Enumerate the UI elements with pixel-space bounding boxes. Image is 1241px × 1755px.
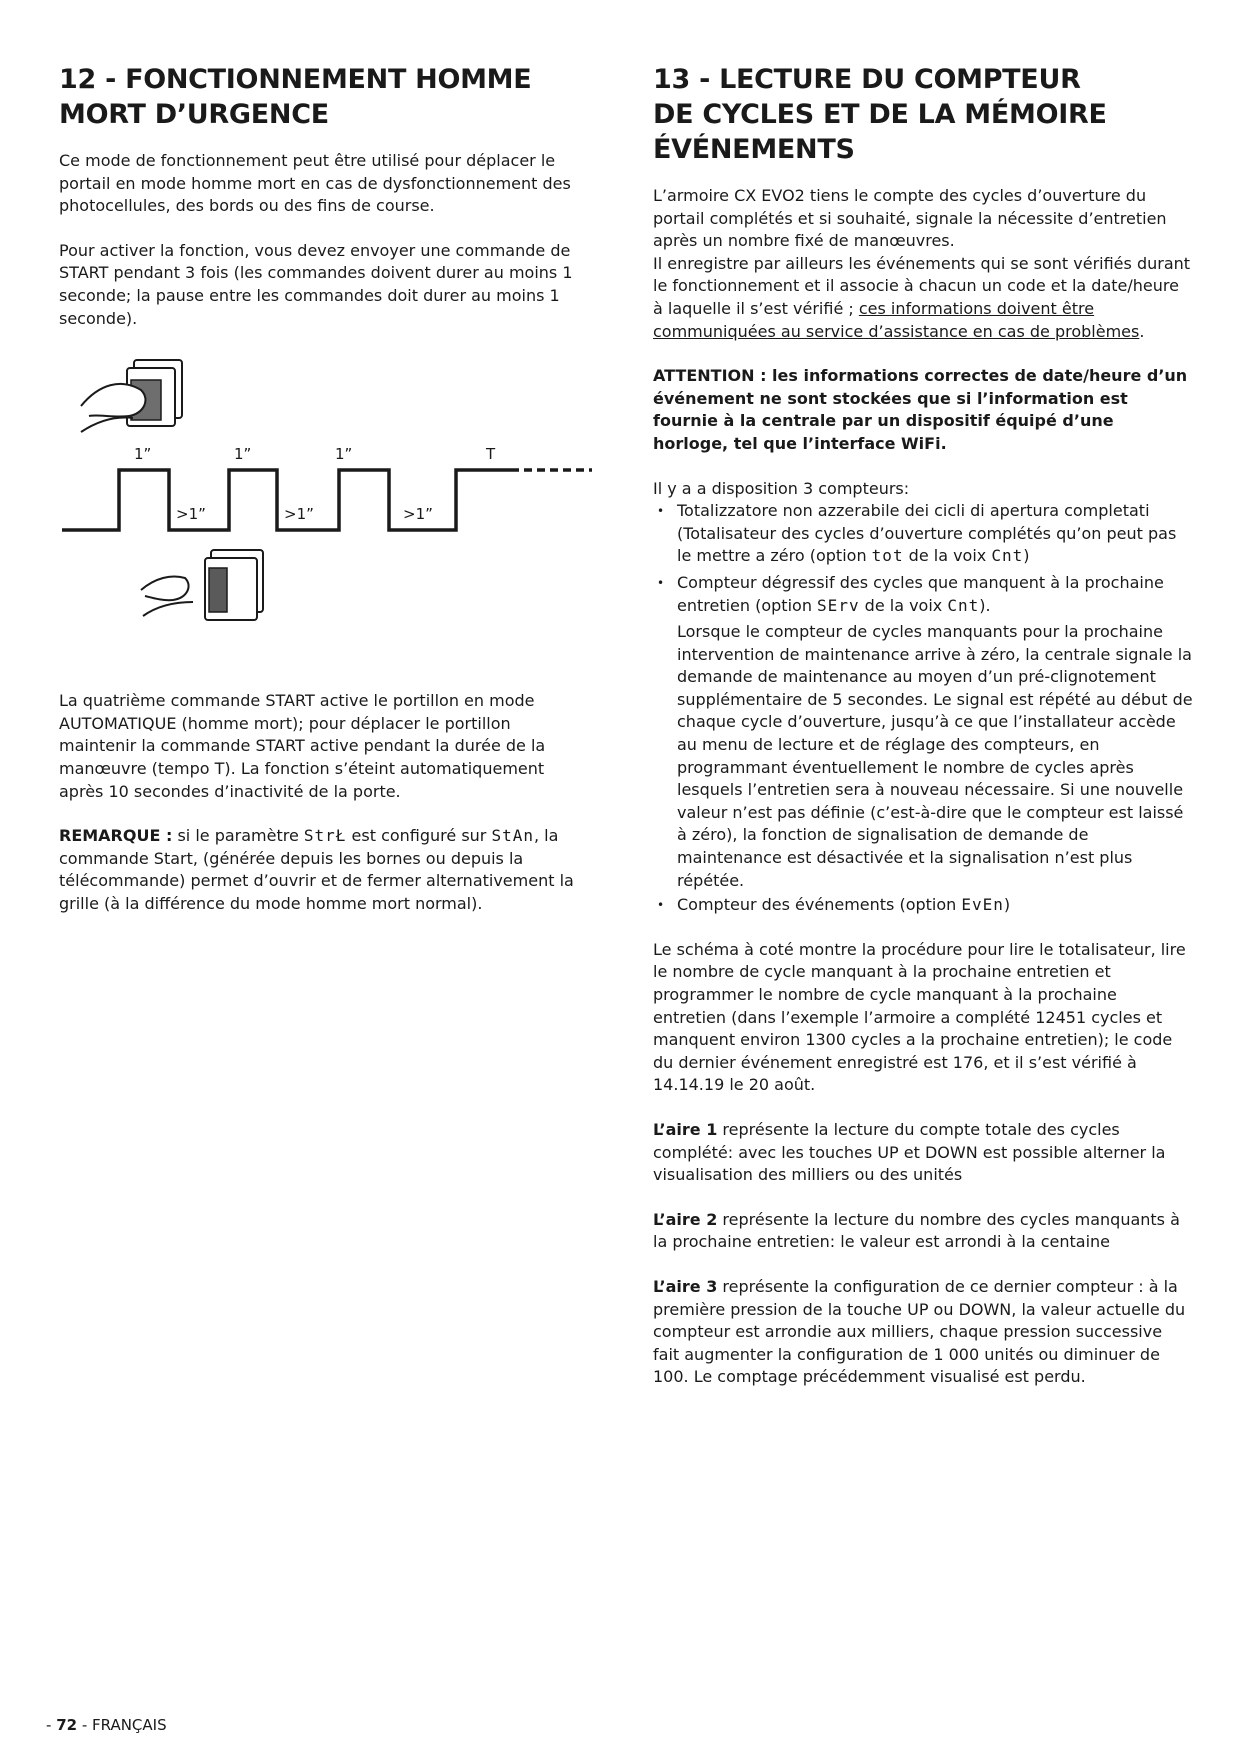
pause-label: >1”	[176, 505, 206, 524]
param-code: StAn	[491, 826, 534, 846]
aire-text: représente la configuration de ce dernier compteur : à la première pression de la touche UP ou DOWN, la valeur actuelle du compteur est arrondie aux milliers, chaque pression successive fait augmenter la configuration de 1 000 unités ou diminuer de 100. Le comptage précédemment visualisé est perdu.	[653, 1276, 1186, 1387]
title-line: MORT D’URGENCE	[59, 99, 329, 130]
item-text: Compteur des événements (option	[677, 895, 962, 915]
item-text: de la voix	[903, 546, 992, 566]
section-13-title	[653, 62, 1193, 167]
item-text: )	[1003, 895, 1011, 915]
aire-text: représente la lecture du compte totale des cycles complété: avec les touches UP et DOWN est possible alterner la visualisation des milliers ou des unités	[653, 1119, 1166, 1185]
list-item	[653, 894, 1193, 917]
page-footer	[46, 1716, 167, 1734]
section-12-title	[59, 62, 592, 132]
title-line: 13 - LECTURE DU COMPTEUR	[653, 64, 1081, 95]
item-text: Totalizzatore non azzerabile dei cicli di apertura completati (Totalisateur des cycles d’ouverture complétés qu’on peut pas le mettre a zéro (option	[677, 501, 1177, 566]
paragraph: Ce mode de fonctionnement peut être utilisé pour déplacer le portail en mode homme mort en cas de dysfonctionnement des photocellules, des bords ou des fins de course.	[59, 151, 571, 216]
remark-text: , la commande Start, (générée depuis les bornes ou depuis la télécommande) permet d’ouvrir et de fermer alternativement la grille (à la différence du mode homme mort normal).	[59, 826, 574, 913]
push-button-pressed-icon	[81, 360, 182, 432]
option-code: SErv	[817, 595, 860, 615]
footer-dash: -	[46, 1716, 57, 1734]
underlined-text: ces informations doivent être communiquées au service d’assistance en cas de problèmes	[653, 298, 1140, 341]
timing-diagram-svg	[59, 354, 592, 654]
param-code: StrŁ	[303, 826, 347, 846]
paragraph-text: Il enregistre par ailleurs les événements qui se sont vérifiés durant le fonctionnement et il associe à chacun un code et la date/heure à laquelle il s’est vérifié ;	[653, 253, 1191, 318]
paragraph	[653, 253, 1193, 343]
paragraph: L’armoire CX EVO2 tiens le compte des cycles d’ouverture du portail complétés et si souhaité, signale la nécessite d’entretien après un nombre fixé de manœuvres.	[653, 186, 1167, 251]
option-code: Cnt	[947, 595, 980, 615]
start-command-timing-diagram	[59, 354, 592, 654]
paragraph: Il y a a disposition 3 compteurs:	[653, 478, 910, 498]
aire-paragraph	[653, 1119, 1193, 1187]
item-text: ).	[979, 595, 991, 615]
counter-list	[653, 894, 1193, 917]
counter-list	[653, 500, 1193, 617]
remark-text: si le paramètre	[172, 826, 304, 846]
pause-label: >1”	[284, 505, 314, 524]
aire-paragraph	[653, 1209, 1193, 1254]
list-item	[653, 500, 1193, 568]
aire-label: L’aire 1	[653, 1119, 718, 1139]
paragraph-text: .	[1139, 321, 1145, 341]
aire-text: représente la lecture du nombre des cycles manquants à la prochaine entretien: le valeur est arrondi à la centaine	[653, 1209, 1180, 1252]
footer-language: - FRANÇAIS	[77, 1716, 167, 1734]
paragraph: La quatrième commande START active le portillon en mode AUTOMATIQUE (homme mort); pour déplacer le portillon maintenir la commande START active pendant la durée de la manœuvre (tempo T). La fonction s’éteint automatiquement après 10 secondes d’inactivité de la porte.	[59, 691, 546, 801]
aire-paragraph	[653, 1276, 1193, 1389]
pulse-label: 1”	[234, 445, 252, 464]
pulse-label: T	[486, 445, 496, 464]
aire-label: L’aire 2	[653, 1209, 718, 1229]
item-text: )	[1023, 546, 1030, 566]
aire-label: L’aire 3	[653, 1276, 718, 1296]
option-code: EvEn	[961, 895, 1004, 915]
pulse-label: 1”	[134, 445, 152, 464]
item-text: de la voix	[859, 595, 948, 615]
title-line: ÉVÉNEMENTS	[653, 134, 855, 165]
pulse-label: 1”	[335, 445, 353, 464]
list-item	[653, 572, 1193, 617]
paragraph: Le schéma à coté montre la procédure pour lire le totalisateur, lire le nombre de cycle manquant à la prochaine entretien et programmer le nombre de cycle manquant à la prochaine entretien (dans l’exemple l’armoire a complété 12451 cycles et manquent environ 1300 cycles a la prochaine entretien); le code du dernier événement enregistré est 176, et il s’est vérifié à 14.14.19 le 20 août.	[653, 939, 1186, 1095]
section-13	[653, 62, 1193, 1389]
option-code: tot	[871, 546, 904, 566]
item-text: Compteur dégressif des cycles que manquent à la prochaine entretien (option	[677, 572, 1164, 615]
list-item-subtext: Lorsque le compteur de cycles manquants pour la prochaine intervention de maintenance arrive à zéro, la centrale signale la demande de maintenance au moyen d’un pré-clignotement supplémentaire de 5 secondes. Le signal est répété au début de chaque cycle d’ouverture, jusqu’à ce que l’installateur accède au menu de lecture et de réglage des compteurs, en programmant éventuellement le nombre de cycles après lesquels l’entretien sera à nouveau nécessaire. Si une nouvelle valeur n’est pas définie (c’est-à-dire que le compteur est laissé à zéro), la fonction de signalisation de demande de maintenance est désactivée et la signalisation n’est plus répétée.	[677, 622, 1193, 890]
attention-paragraph: ATTENTION : les informations correctes de date/heure d’un événement ne sont stockées que si l’information est fournie à la centrale par un dispositif équipé d’une horloge, tel que l’interface WiFi.	[653, 366, 1188, 453]
paragraph: Pour activer la fonction, vous devez envoyer une commande de START pendant 3 fois (les commandes doivent durer au moins 1 seconde; la pause entre les commandes doit durer au moins 1 seconde).	[59, 240, 573, 328]
title-line: 12 - FONCTIONNEMENT HOMME	[59, 64, 532, 95]
option-code: Cnt	[991, 546, 1024, 566]
remark-paragraph	[59, 825, 592, 915]
push-button-released-icon	[141, 550, 263, 620]
pause-label: >1”	[403, 505, 433, 524]
title-line: DE CYCLES ET DE LA MÉMOIRE	[653, 99, 1107, 130]
remark-label: REMARQUE :	[59, 826, 173, 846]
section-12	[59, 62, 592, 916]
remark-text: est configuré sur	[346, 826, 492, 846]
page-number: 72	[56, 1716, 78, 1734]
